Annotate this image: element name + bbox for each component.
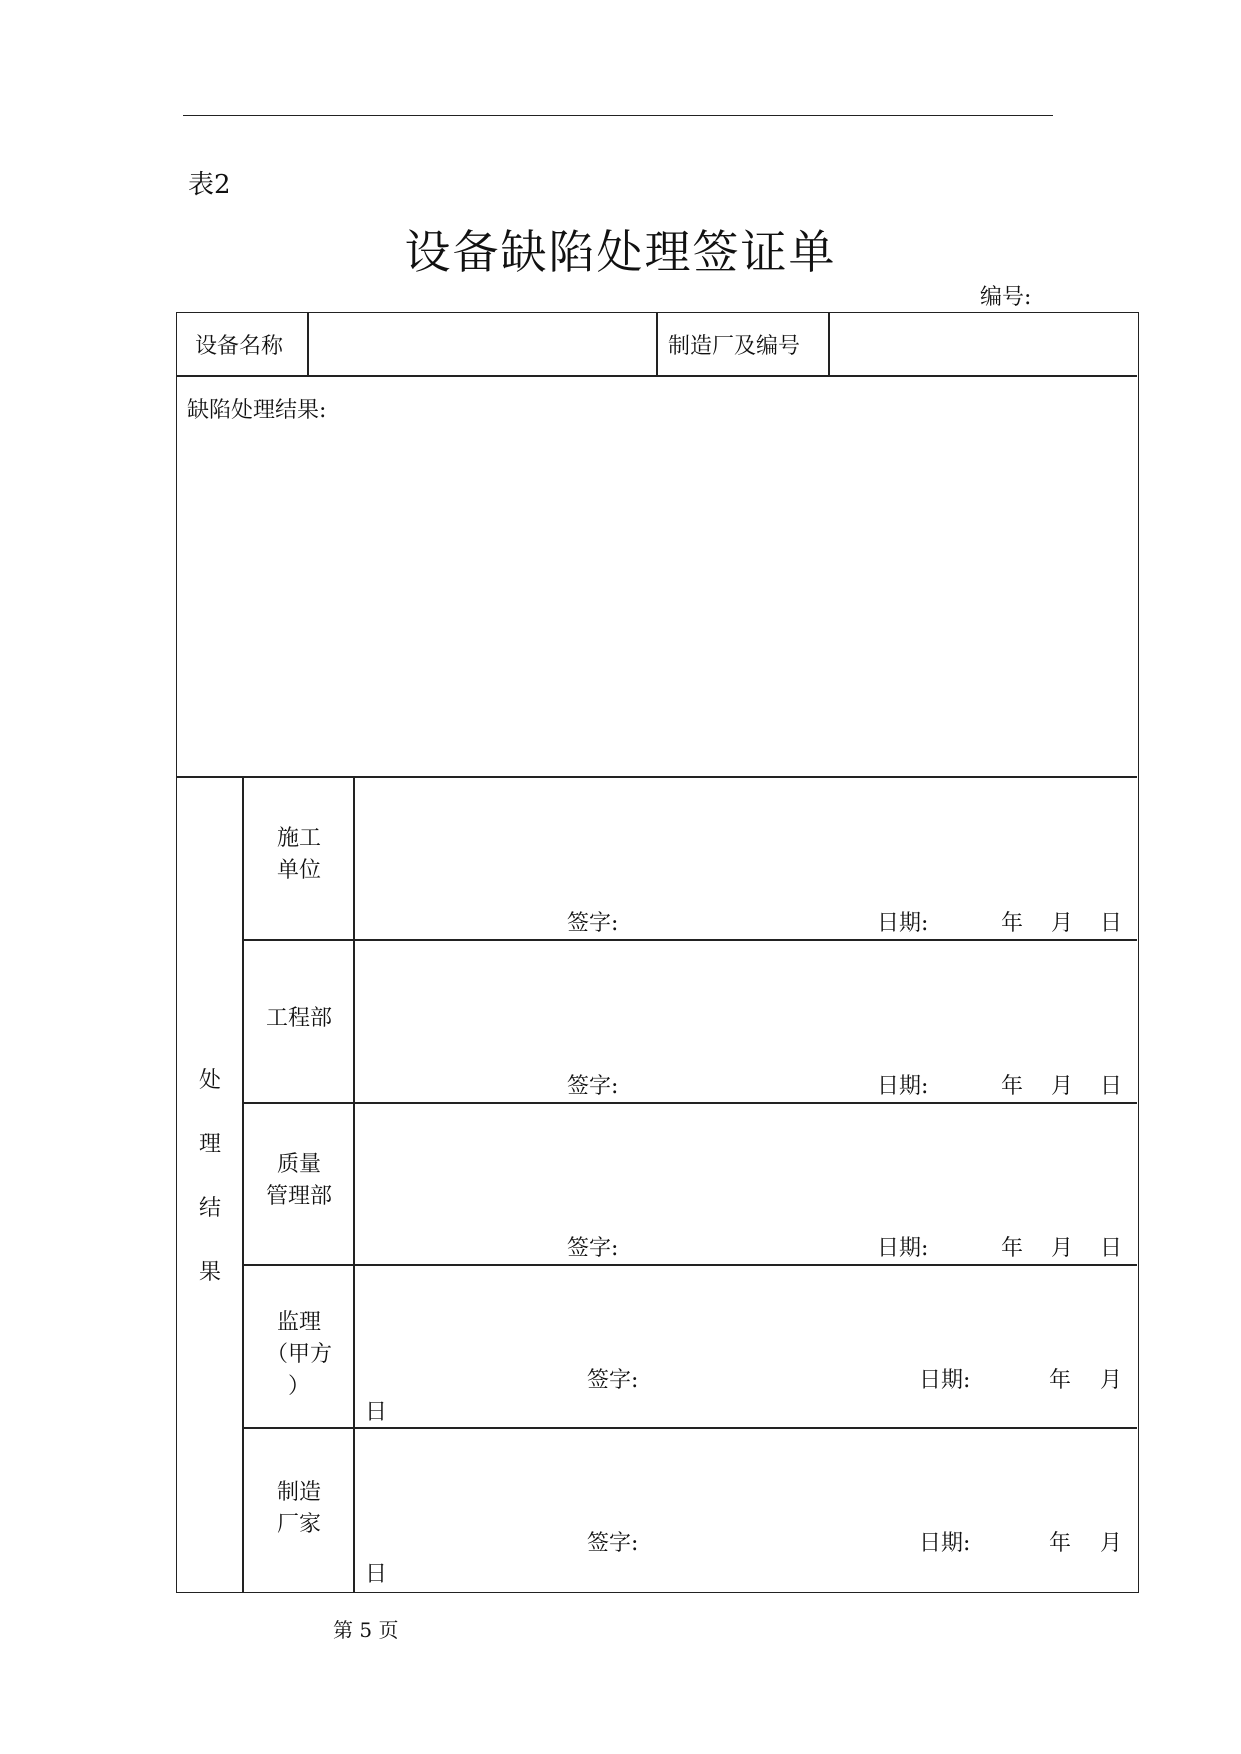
section-label-line: 质量 [276, 1152, 321, 1177]
serial-number-label: 编号: [980, 285, 1032, 310]
defect-form-table [176, 312, 1139, 1593]
month-label: 月 [1051, 911, 1074, 936]
side-title-char: 理 [198, 1132, 221, 1157]
table-label: 表2 [188, 170, 231, 200]
month-label: 月 [1100, 1368, 1123, 1393]
section-label-line: ） [287, 1374, 310, 1399]
sign-label: 签字: [567, 911, 619, 936]
side-title-char: 处 [198, 1068, 221, 1093]
section-label-engineering [243, 1003, 355, 1035]
section-label-line: 管理部 [265, 1184, 332, 1209]
date-label: 日期: [877, 911, 929, 936]
divider [242, 1264, 1137, 1266]
day-label: 日 [365, 1562, 388, 1587]
year-label: 年 [1049, 1531, 1072, 1556]
divider [242, 1102, 1137, 1104]
sign-label: 签字: [567, 1074, 619, 1099]
side-title-char: 果 [198, 1260, 221, 1285]
divider [242, 1427, 1137, 1429]
divider [177, 776, 1137, 778]
month-label: 月 [1051, 1074, 1074, 1099]
date-label: 日期: [877, 1074, 929, 1099]
equipment-name-label: 设备名称 [195, 334, 284, 359]
day-label: 日 [1100, 1236, 1123, 1261]
date-label: 日期: [919, 1531, 971, 1556]
section-label-quality [243, 1149, 355, 1213]
section-label-supervision [243, 1307, 355, 1403]
year-label: 年 [1001, 1074, 1024, 1099]
defect-result-field[interactable] [179, 425, 1135, 711]
date-label: 日期: [877, 1236, 929, 1261]
year-label: 年 [1001, 1236, 1024, 1261]
section-label-line: 厂家 [276, 1512, 321, 1537]
section-label-line: 单位 [276, 858, 321, 883]
section-label-line: （甲方 [265, 1342, 332, 1367]
section-label-line: 施工 [276, 826, 321, 851]
page-number: 第 5 页 [333, 1618, 399, 1642]
section-label-manufacturer [243, 1477, 355, 1541]
side-title-char: 结 [198, 1196, 221, 1221]
divider [242, 939, 1137, 941]
section-label-line: 监理 [276, 1310, 321, 1335]
manufacturer-field[interactable] [830, 315, 1135, 373]
sign-label: 签字: [587, 1368, 639, 1393]
divider [656, 313, 658, 375]
defect-result-label: 缺陷处理结果: [187, 398, 327, 423]
section-label-line: 制造 [276, 1480, 321, 1505]
day-label: 日 [1100, 911, 1123, 936]
day-label: 日 [1100, 1074, 1123, 1099]
manufacturer-label: 制造厂及编号 [668, 334, 801, 359]
month-label: 月 [1051, 1236, 1074, 1261]
header-rule [183, 115, 1053, 116]
document-title: 设备缺陷处理签证单 [404, 225, 837, 279]
sign-label: 签字: [587, 1531, 639, 1556]
side-title [177, 1049, 243, 1305]
section-label-construction [243, 823, 355, 887]
date-label: 日期: [919, 1368, 971, 1393]
year-label: 年 [1049, 1368, 1072, 1393]
equipment-name-field[interactable] [307, 315, 656, 373]
month-label: 月 [1100, 1531, 1123, 1556]
sign-label: 签字: [567, 1236, 619, 1261]
section-label-line: 工程部 [265, 1006, 332, 1031]
day-label: 日 [365, 1400, 388, 1425]
year-label: 年 [1001, 911, 1024, 936]
divider [177, 375, 1137, 377]
